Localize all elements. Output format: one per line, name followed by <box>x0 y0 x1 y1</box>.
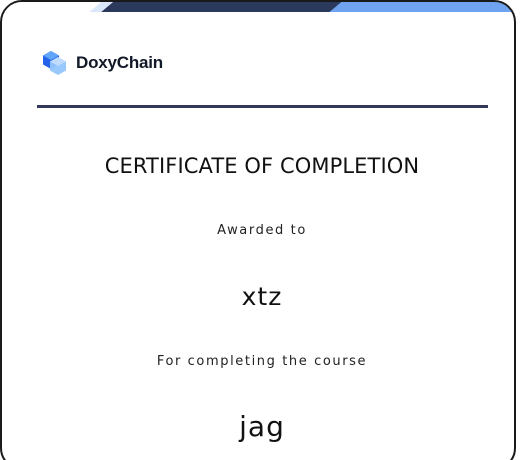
certificate-title: CERTIFICATE OF COMPLETION <box>104 154 420 178</box>
decorative-top-band <box>2 2 514 12</box>
recipient-name: xtz <box>241 282 283 311</box>
brand-logo <box>40 48 163 78</box>
brand-name: DoxyChain <box>76 53 163 72</box>
hexagon-cube-icon <box>40 48 70 78</box>
header-divider <box>37 105 488 108</box>
awarded-label: Awarded to <box>217 223 307 238</box>
course-name: jag <box>239 410 285 443</box>
course-label: For completing the course <box>156 354 368 369</box>
